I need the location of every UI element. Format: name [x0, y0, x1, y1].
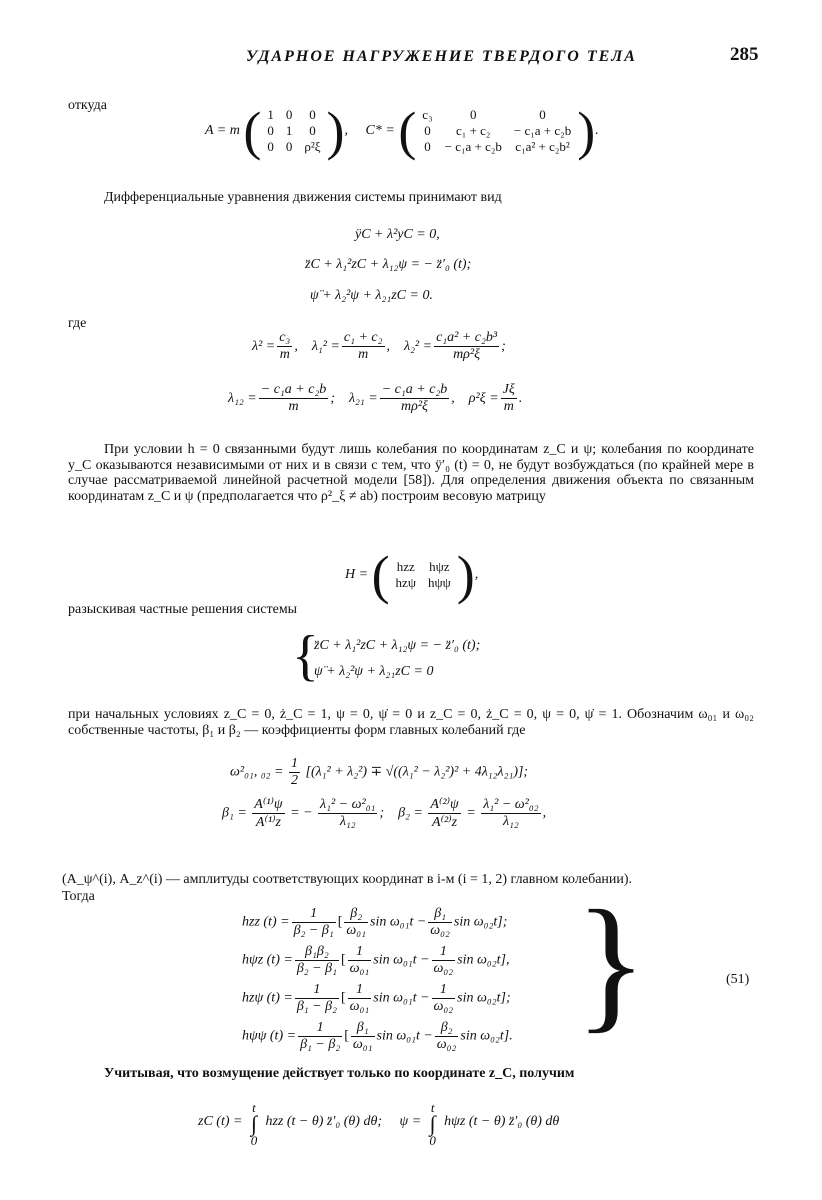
matrix-cell: c₁a² + c₂b² [515, 139, 570, 154]
final-integrals: zC (t) = t ∫ 0 hzz (t − θ) z̈′₀ (θ) dθ; ψ = t ∫ 0 hψz (t − θ) z̈′₀ (θ) dθ [198, 1100, 560, 1148]
word-gde: где [68, 316, 87, 331]
motion-eq-1: ÿC + λ²yC = 0, [355, 227, 440, 242]
h-function-system [242, 906, 582, 1058]
paragraph-initial-conditions: при начальных условиях z_C = 0, ż_C = 1, ψ = 0, ψ̇ = 0 и z_C = 0, ż_C = 0, ψ = 0, ψ̇ = 1. Обозначим ω₀₁ и ω₀₂ собственные частоты, β₁ и β₂ — коэффициенты форм главных колебаний где [68, 707, 754, 738]
lambda-definition: λ₂₁ = $\frac{\text{− c₁a + c₂b}}{\text{mρ²ξ}}$ , [348, 382, 455, 414]
matrix-cell: c₃ [422, 107, 433, 122]
system-eq-2: ψ̈ + λ₂²ψ + λ₂₁zC = 0 [314, 664, 434, 679]
matrix-equation-row: A = m ( 1 0 0 0 1 0 0 0 ρ²ξ ), C* = ( c₃ 0 0 0 c₁ + c₂ − c₁a + c₂b 0 − c₁a + c₂b c₁a² + c₂b² ). [205, 101, 599, 161]
word-otkuda: откуда [68, 98, 107, 113]
h-function-line: hzz (t) = $\frac{1}{\text{β₂ − β₁}}$ [ $\frac{\text{β₂}}{\text{ω₀₁}}$ sin ω₀₁t − $\frac{\text{β₁}}{\text{ω₀₂}}$ sin ω₀₂t]; [242, 906, 508, 938]
system-eq-1: z̈C + λ₁²zC + λ₁₂ψ = − z̈′₀ (t); [314, 638, 481, 653]
h-function-line: hψψ (t) = $\frac{1}{\text{β₁ − β₂}}$ [ $\frac{\text{β₁}}{\text{ω₀₁}}$ sin ω₀₁t − $\frac{\text{β₂}}{\text{ω₀₂}}$ sin ω₀₂t]. [242, 1020, 513, 1052]
word-togda: Тогда [62, 889, 95, 904]
equation-number: (51) [726, 972, 750, 987]
omega-equation: ω²₀₁, ₀₂ = $\frac{1}{2}$ [(λ₁² + λ₂²) ∓ √((λ₁² − λ₂²)² + 4λ₁₂λ₂₁)]; [230, 756, 529, 788]
lambda-definition: λ₂² = $\frac{\text{c₁a² + c₂b³}}{\text{mρ²ξ}}$ ; [404, 330, 506, 362]
lambda-definition: λ₁₂ = $\frac{\text{− c₁a + c₂b}}{m}$ ; [228, 382, 335, 414]
running-header: УДАРНОЕ НАГРУЖЕНИЕ ТВЕРДОГО ТЕЛА [246, 48, 637, 65]
matrix-cell: 0 [267, 139, 274, 154]
right-brace: } [575, 880, 647, 1046]
integral-1: t ∫ 0 [250, 1100, 258, 1148]
matrix-cell: hzz [396, 559, 415, 574]
lambda-definition: ρ²ξ = $\frac{J\xi}{m}$ . [468, 382, 523, 414]
lambda-definition: λ² = $\frac{\text{c₃}}{m}$ , [252, 330, 298, 362]
weight-matrix-h: H = ( hzz hψz hzψ hψψ ), [345, 545, 479, 605]
motion-eq-2: z̈C + λ₁²zC + λ₁₂ψ = − z̈′₀ (t); [305, 257, 472, 272]
matrix-cell: hzψ [395, 575, 416, 590]
matrix-cell: − c₁a + c₂b [444, 139, 502, 154]
matrix-cell: c₁ + c₂ [456, 123, 491, 138]
lambda-definition: λ₁² = $\frac{\text{c₁ + c₂}}{m}$ , [311, 330, 390, 362]
lambda-defs-row-1 [252, 330, 520, 363]
page-number: 285 [730, 44, 759, 65]
matrix-cell: hψψ [427, 575, 451, 590]
paragraph-coupled-coords: При условии h = 0 связанными будут лишь колебания по координатам z_C и ψ; колебания по координате y_C оказываются независимыми от них и в связи с тем, что ÿ′₀ (t) = 0, не будут возбуждаться (по крайней мере в случае рассматриваемой линейной расчетной модели [58]). Для определения движения объекта по связанным координатам z_C и ψ (предполагается что ρ²_ξ ≠ ab) построим весовую матрицу [68, 442, 754, 504]
matrix-cell: 0 [267, 123, 274, 138]
h-function-line: hψz (t) = $\frac{\text{β₁β₂}}{\text{β₂ − β₁}}$ [ $\frac{1}{\text{ω₀₁}}$ sin ω₀₁t − $\frac{1}{\text{ω₀₂}}$ sin ω₀₂t], [242, 944, 510, 976]
matrix-cell: 0 [424, 123, 431, 138]
matrix-cell: 0 [309, 123, 316, 138]
beta-equations: β₁ = $\frac{\text{A⁽¹⁾ψ}}{\text{A⁽¹⁾z}}$ = − $\frac{\text{λ₁² − ω²₀₁}}{\text{λ₁₂}}$ ; β₂ = $\frac{\text{A⁽²⁾ψ}}{\text{A⁽²⁾z}}$ = $\frac{\text{λ₁² − ω²₀₂}}{\text{λ₁₂}}$ , [222, 797, 547, 830]
matrix-a [261, 107, 326, 155]
matrix-h [390, 559, 457, 591]
motion-eq-3: ψ̈ + λ₂²ψ + λ₂₁zC = 0. [310, 288, 433, 303]
matrix-cell: hψz [429, 559, 450, 574]
text-uchityvaya: Учитывая, что возмущение действует только по координате z_C, получим [104, 1066, 575, 1081]
matrix-cell: 0 [470, 107, 477, 122]
integral-2: t ∫ 0 [429, 1100, 436, 1148]
matrix-cell: 0 [424, 139, 431, 154]
matrix-cell: 0 [285, 107, 293, 122]
matrix-cell: 1 [285, 123, 293, 138]
matrix-cell: 0 [309, 107, 316, 122]
matrix-a-lhs: A = m [205, 123, 240, 139]
matrix-cell: 1 [267, 107, 274, 122]
diff-eq-intro: Дифференциальные уравнения движения системы принимают вид [104, 190, 502, 205]
lambda-defs-row-2 [228, 382, 536, 415]
matrix-cell: ρ²ξ [304, 139, 321, 154]
matrix-cell: 0 [539, 107, 546, 122]
matrix-cell: − c₁a + c₂b [513, 123, 572, 138]
matrix-c-lhs: C* = [365, 123, 395, 139]
matrix-cell: 0 [285, 139, 293, 154]
matrix-c [416, 107, 577, 155]
text-razyskivaya: разыскивая частные решения системы [68, 602, 298, 617]
h-function-line: hzψ (t) = $\frac{1}{\text{β₁ − β₂}}$ [ $\frac{1}{\text{ω₀₁}}$ sin ω₀₁t − $\frac{1}{\text{ω₀₂}}$ sin ω₀₂t]; [242, 982, 511, 1014]
amplitudes-definition: (A_ψ^(i), A_z^(i) — амплитуды соответствующих координат в i-м (i = 1, 2) главном колебании). [62, 872, 633, 887]
